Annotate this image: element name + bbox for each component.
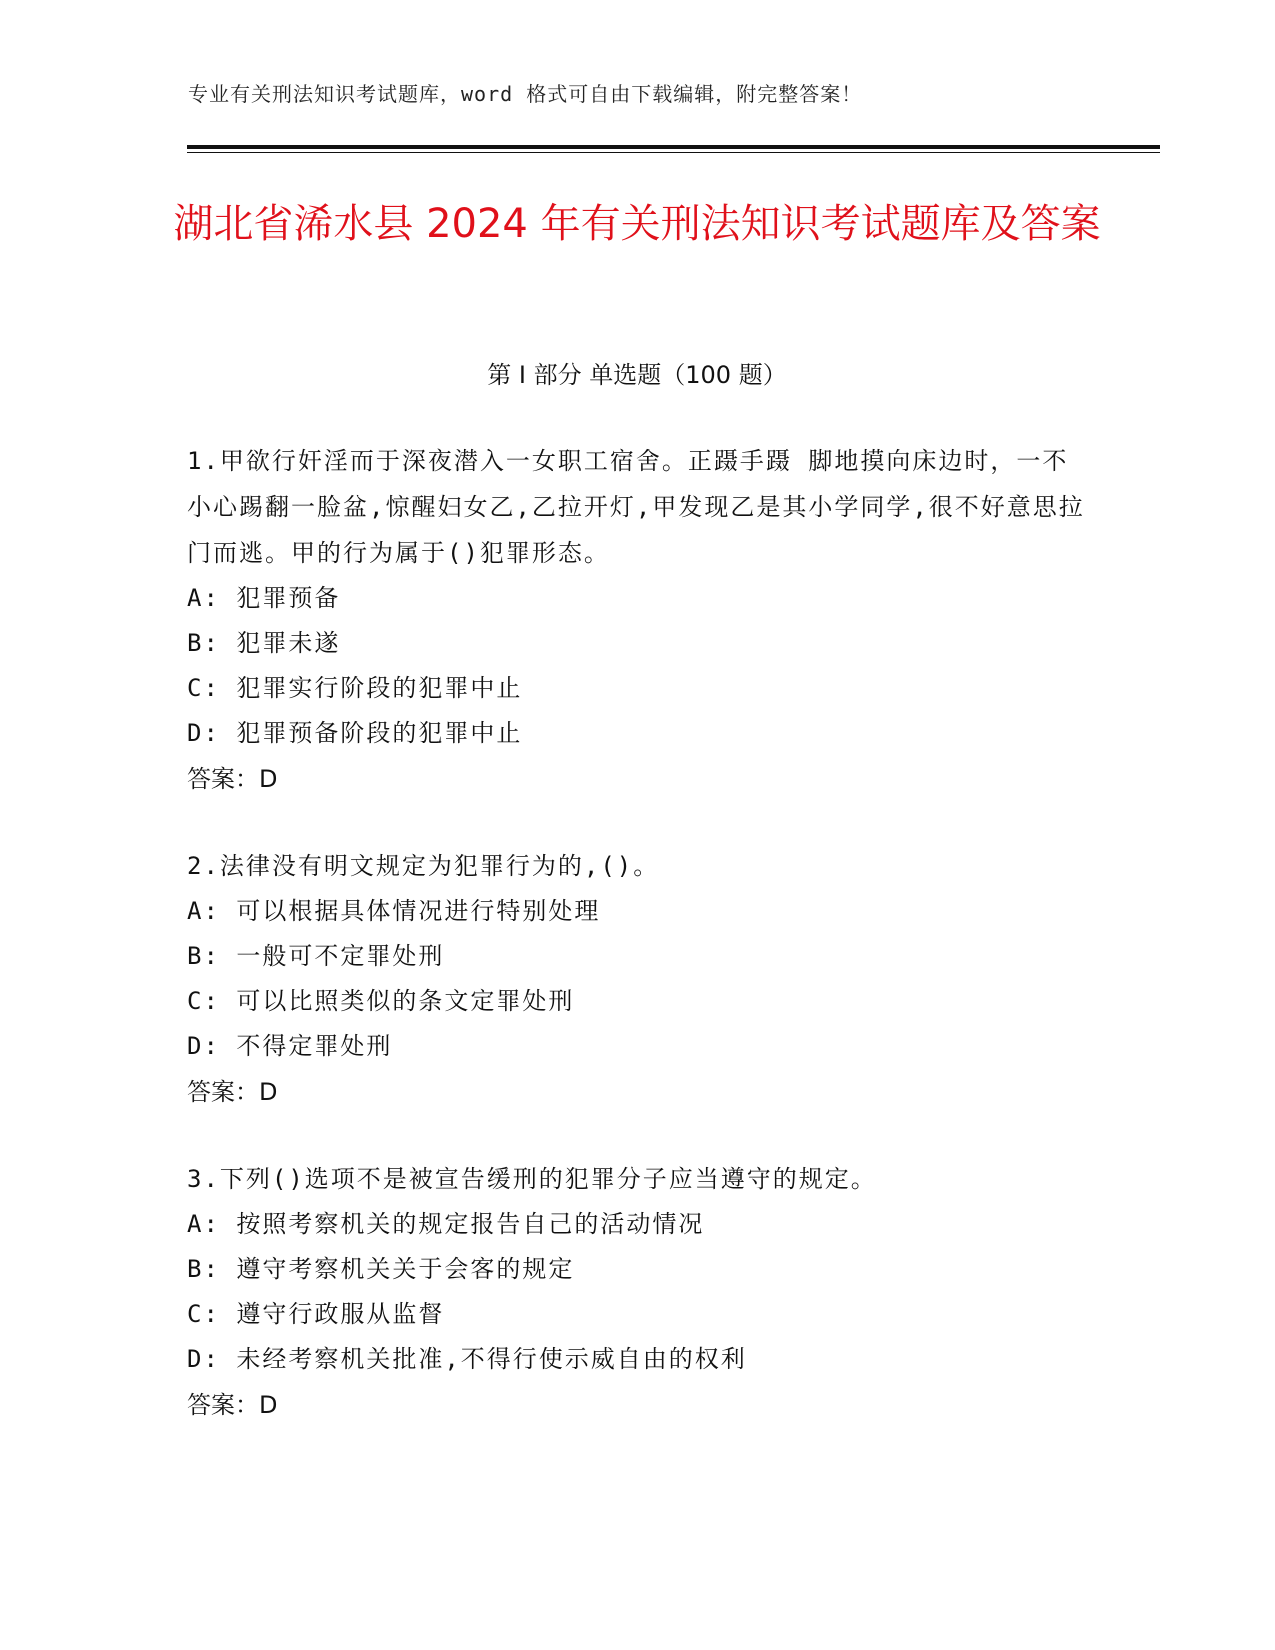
document-title: 湖北省浠水县 2024 年有关刑法知识考试题库及答案 [173, 201, 1101, 247]
option-c: C: 可以比照类似的条文定罪处刑 [187, 987, 575, 1015]
option-a: A: 犯罪预备 [187, 584, 341, 612]
header-divider-thin [187, 152, 1160, 153]
question-stem: 3.下列()选项不是被宣告缓刑的犯罪分子应当遵守的规定。 [187, 1165, 877, 1193]
header-note: 专业有关刑法知识考试题库，word 格式可自由下载编辑，附完整答案！ [188, 82, 863, 106]
option-b: B: 一般可不定罪处刑 [187, 942, 445, 970]
option-d: D: 不得定罪处刑 [187, 1032, 393, 1060]
option-c: C: 遵守行政服从监督 [187, 1300, 445, 1328]
section-title: 第 I 部分 单选题（100 题） [487, 361, 787, 389]
question-stem: 1.甲欲行奸淫而于深夜潜入一女职工宿舍。正蹑手蹑 脚地摸向床边时，一不小心踢翻一脸盆,惊醒妇女乙,乙拉开灯,甲发现乙是其小学同学,很不好意思拉门而逃。甲的行为属于()犯罪形态。 [187, 447, 1085, 567]
answer: 答案：D [187, 765, 278, 793]
answer: 答案：D [187, 1391, 278, 1419]
question-stem: 2.法律没有明文规定为犯罪行为的,()。 [187, 852, 660, 880]
option-b: B: 遵守考察机关关于会客的规定 [187, 1255, 575, 1283]
header-divider-thick [187, 145, 1160, 149]
option-d: D: 犯罪预备阶段的犯罪中止 [187, 719, 523, 747]
option-c: C: 犯罪实行阶段的犯罪中止 [187, 674, 523, 702]
question-2 [187, 843, 1087, 1115]
option-b: B: 犯罪未遂 [187, 629, 341, 657]
question-1 [187, 438, 1087, 802]
option-a: A: 按照考察机关的规定报告自己的活动情况 [187, 1210, 705, 1238]
question-list [187, 438, 1087, 1469]
answer: 答案：D [187, 1078, 278, 1106]
option-d: D: 未经考察机关批准,不得行使示威自由的权利 [187, 1345, 747, 1373]
question-3 [187, 1156, 1087, 1428]
option-a: A: 可以根据具体情况进行特别处理 [187, 897, 601, 925]
